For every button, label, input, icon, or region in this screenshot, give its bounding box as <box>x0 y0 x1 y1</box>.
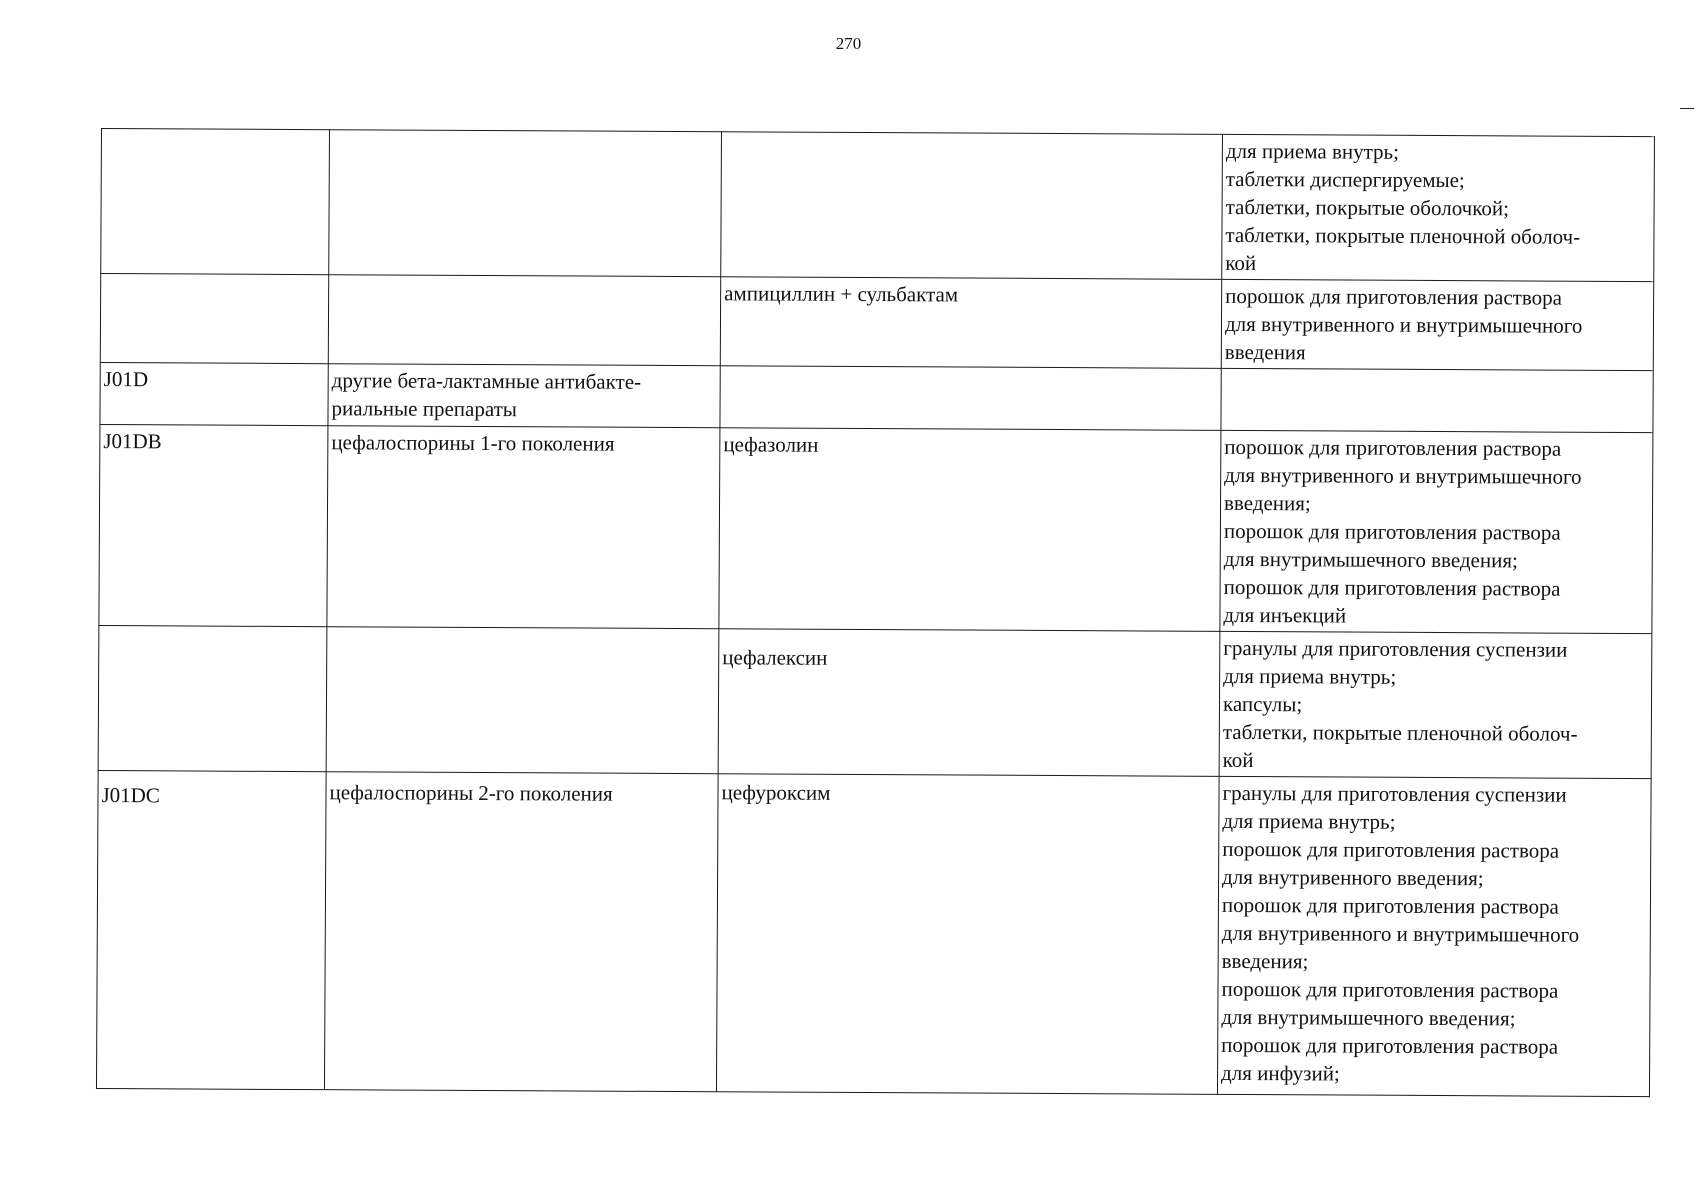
pharmacological-group: другие бета-лактамные антибакте-риальные препараты <box>331 368 642 422</box>
drug-name <box>724 368 1218 371</box>
dosage-form-line: таблетки, покрытые оболочкой; <box>1225 194 1510 221</box>
table-row <box>98 625 1652 778</box>
pharmacological-group <box>333 132 718 134</box>
group-cell <box>329 130 722 277</box>
table-row <box>101 129 1655 282</box>
group-cell <box>328 275 720 366</box>
drug-cell <box>719 428 1221 632</box>
atc-code-cell <box>96 770 326 1089</box>
dosage-form-line: порошок для приготовления раствора <box>1221 976 1559 1003</box>
dosage-forms-cell <box>1220 430 1653 633</box>
dosage-form-line: введения; <box>1221 948 1309 974</box>
dosage-forms-cell <box>1217 776 1651 1096</box>
dosage-form-line: для приема внутрь; <box>1222 808 1396 834</box>
dosage-form-line: порошок для приготовления раствора <box>1224 434 1562 461</box>
dosage-form-line: для внутримышечного введения; <box>1223 546 1518 573</box>
drug-cell <box>718 629 1220 777</box>
table-row <box>96 770 1651 1096</box>
dosage-form-line: порошок для приготовления раствора <box>1221 892 1559 919</box>
atc-code-cell <box>98 625 327 771</box>
dosage-form-line: для инфузий; <box>1221 1060 1340 1086</box>
dosage-form-line: для внутривенного введения; <box>1222 864 1484 891</box>
dosage-form-line: для внутривенного и внутримышечного <box>1224 311 1583 338</box>
pharmacological-group: цефалоспорины 2-го поколения <box>329 780 613 806</box>
drug-name: цефазолин <box>723 432 819 457</box>
pharmacological-group: цефалоспорины 1-го поколения <box>331 430 615 456</box>
dosage-form-line: порошок для приготовления раствора <box>1221 1032 1559 1059</box>
scan-edge-mark <box>1680 108 1694 109</box>
dosage-form-line: для инъекций <box>1223 602 1347 628</box>
pharmacological-group <box>332 277 717 279</box>
atc-code: J01D <box>103 367 149 392</box>
group-cell <box>324 772 718 1092</box>
dosage-form-line: гранулы для приготовления суспензии <box>1223 635 1568 662</box>
dosage-form-line: введения; <box>1223 490 1311 516</box>
dosage-forms-cell <box>1221 279 1653 370</box>
atc-code <box>105 131 326 132</box>
dosage-form-line: порошок для приготовления раствора <box>1223 574 1561 601</box>
drug-cell <box>720 366 1221 431</box>
dosage-form-line: таблетки, покрытые пленочной оболоч- <box>1222 719 1578 746</box>
atc-code-cell <box>100 362 328 425</box>
drug-name: цефалексин <box>722 645 828 670</box>
dosage-form-line: кой <box>1225 250 1257 276</box>
drug-name: ампициллин + сульбактам <box>724 281 959 307</box>
table-body <box>96 129 1654 1097</box>
table-row <box>100 362 1653 432</box>
dosage-form-line: для внутривенного и внутримышечного <box>1221 920 1580 947</box>
page-number: 270 <box>835 34 862 53</box>
group-cell <box>327 426 720 629</box>
group-cell <box>328 364 720 428</box>
pharmacological-group <box>330 629 715 631</box>
atc-code-cell <box>100 274 328 364</box>
atc-code <box>104 276 325 277</box>
dosage-form-line: введения <box>1224 339 1306 365</box>
dosage-form-line: для приема внутрь; <box>1223 663 1397 689</box>
dosage-form-line: порошок для приготовления раствора <box>1225 283 1563 310</box>
drug-cell <box>716 774 1219 1095</box>
dosage-form-line: для внутримышечного введения; <box>1221 1004 1516 1031</box>
dosage-forms-cell <box>1221 368 1653 432</box>
dosage-forms-cell <box>1219 631 1652 778</box>
dosage-form-line: порошок для приготовления раствора <box>1222 836 1560 863</box>
group-cell <box>326 627 719 774</box>
dosage-form-line: капсулы; <box>1222 691 1303 717</box>
dosage-form-line: для внутривенного и внутримышечного <box>1224 462 1582 489</box>
table-row <box>99 424 1653 633</box>
atc-code-cell <box>101 129 330 275</box>
dosage-form-line: гранулы для приготовления суспензии <box>1222 780 1567 807</box>
atc-code <box>102 628 323 629</box>
dosage-form-line: таблетки, покрытые пленочной оболоч- <box>1225 222 1581 249</box>
drug-cell <box>720 277 1221 369</box>
dosage-form-line: кой <box>1222 747 1254 773</box>
atc-code-cell <box>99 424 328 626</box>
drug-name <box>725 134 1219 137</box>
drug-name: цефуроксим <box>721 780 831 805</box>
dosage-forms-cell <box>1222 134 1655 281</box>
atc-code: J01DB <box>103 429 162 454</box>
drug-cell <box>721 132 1223 280</box>
dosage-form-line: таблетки диспергируемые; <box>1225 166 1465 193</box>
table-row <box>100 274 1653 371</box>
dosage-form-line: порошок для приготовления раствора <box>1223 518 1561 545</box>
medication-table <box>96 128 1655 1097</box>
dosage-form-line: для приема внутрь; <box>1225 138 1400 164</box>
atc-code: J01DC <box>101 783 160 808</box>
